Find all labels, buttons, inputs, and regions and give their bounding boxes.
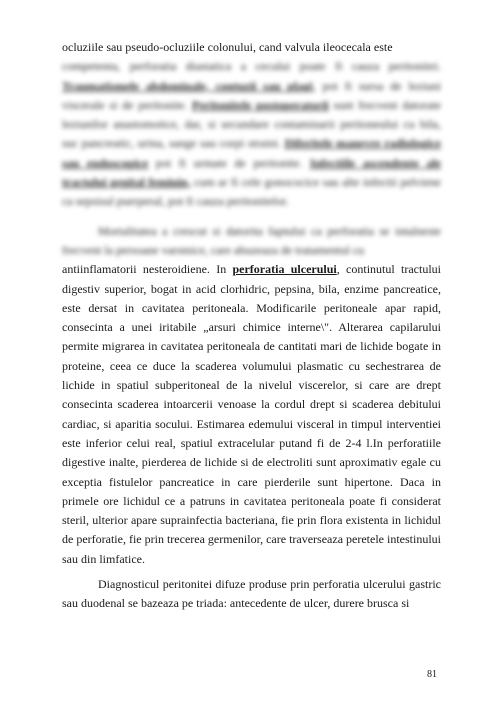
blurred-text: leziunilor anastomotice, dar, si secundare contaminarii peritoneului cu bila, [62, 117, 441, 132]
blurred-text: sunt frecvent datorate [328, 97, 441, 112]
blurred-underlined-heading: tractului genital feminin, [62, 175, 191, 190]
paragraph-diagnosis: Diagnosticul peritonitei difuze produse prin perforatia ulcerului gastric sau duodenal se bazeaza pe triada: antecedente de ulcer, durere brusca si [62, 577, 441, 611]
blurred-text: competenta, perforatia diastatica a cecului poate fi cauza peritonitei. [62, 59, 441, 74]
paragraph-text: , continutul tractului digestiv superior, bogat in acid clorhidric, pepsina, bila, enzime pancreatice, este dersat in cavitatea peritoneala. Modificarile peritoneale apar rapid, consecinta a unei iritabile „arsuri chimice interne\". Alterarea capilarului permite migrarea in cavitatea peritoneala de cantitati mari de lichide bogate in proteine, ceea ce duce la scaderea volumului plasmatic cu sechestrarea de lichide in spatiul subperitoneal de la nivelul viscerelor, si care are drept consecinta scaderea intoarcerii venoase la cordul drept si scaderea debitului cardiac, si aparitia socului. Estimarea edemului visceral in timpul interventiei este inferior celui real, spatiul extracelular putand fi de 2-4 l.In perforatiile digestive inalte, pierderea de lichide si de electroliti sunt aproximativ egale cu exceptia fistulelor pancreatice in care pierderile sunt hipertone. Daca in primele ore lichidul ce a patruns in cavitatea peritoneala poate fi considerat steril, ulterior apare suprainfectia bacteriana, fie prin flora existenta in lichidul de perforatie, fie prin trecerea germenilor, care traverseaza peretele intestinului sau din limfatice. [62, 262, 441, 566]
page-number: 81 [427, 669, 437, 680]
blurred-text: ca sepsisul puerperal, pot fi cauza peritonitelor. [62, 194, 289, 209]
blurred-text: frecvent la persoane varstnice, care abuzeaza de tratamentul cu [62, 242, 365, 257]
blurred-underlined-heading: Peritonitele postoperatorii [192, 97, 329, 112]
blurred-text: suc pancreatic, urina, sange sau corpi straini. [62, 136, 281, 151]
page-body [62, 38, 441, 614]
paragraph-text: antiinflamatorii nesteroidiene. In [62, 262, 233, 277]
blurred-text: Mortalitatea a crescut si datorita faptului ca perforatia se intalneste [98, 223, 441, 238]
paragraph-perforation [62, 260, 441, 569]
blurred-section [62, 57, 441, 260]
blurred-text: pot fi urmate de peritonite. [148, 155, 303, 170]
underlined-term: perforatia ulcerului [232, 262, 337, 277]
blurred-underlined-heading: Infectiile ascendente ale [309, 155, 442, 170]
blurred-underlined-heading: sau endoscopice [62, 155, 149, 170]
blurred-underlined-heading: Traumatismele abdominale, contuzii sau plagi [62, 78, 313, 93]
blurred-text: cum ar fi cele gonococice sau alte infectii pelviene [190, 175, 441, 190]
blurred-text: , pot fi sursa de leziuni [312, 78, 441, 93]
top-line: ocluziile sau pseudo-ocluziile colonului, cand valvula ileocecala este [62, 40, 393, 54]
blurred-underlined-heading: Diferitele manevre radiologice [284, 136, 441, 151]
blurred-text: viscerale si de peritonite. [62, 97, 188, 112]
